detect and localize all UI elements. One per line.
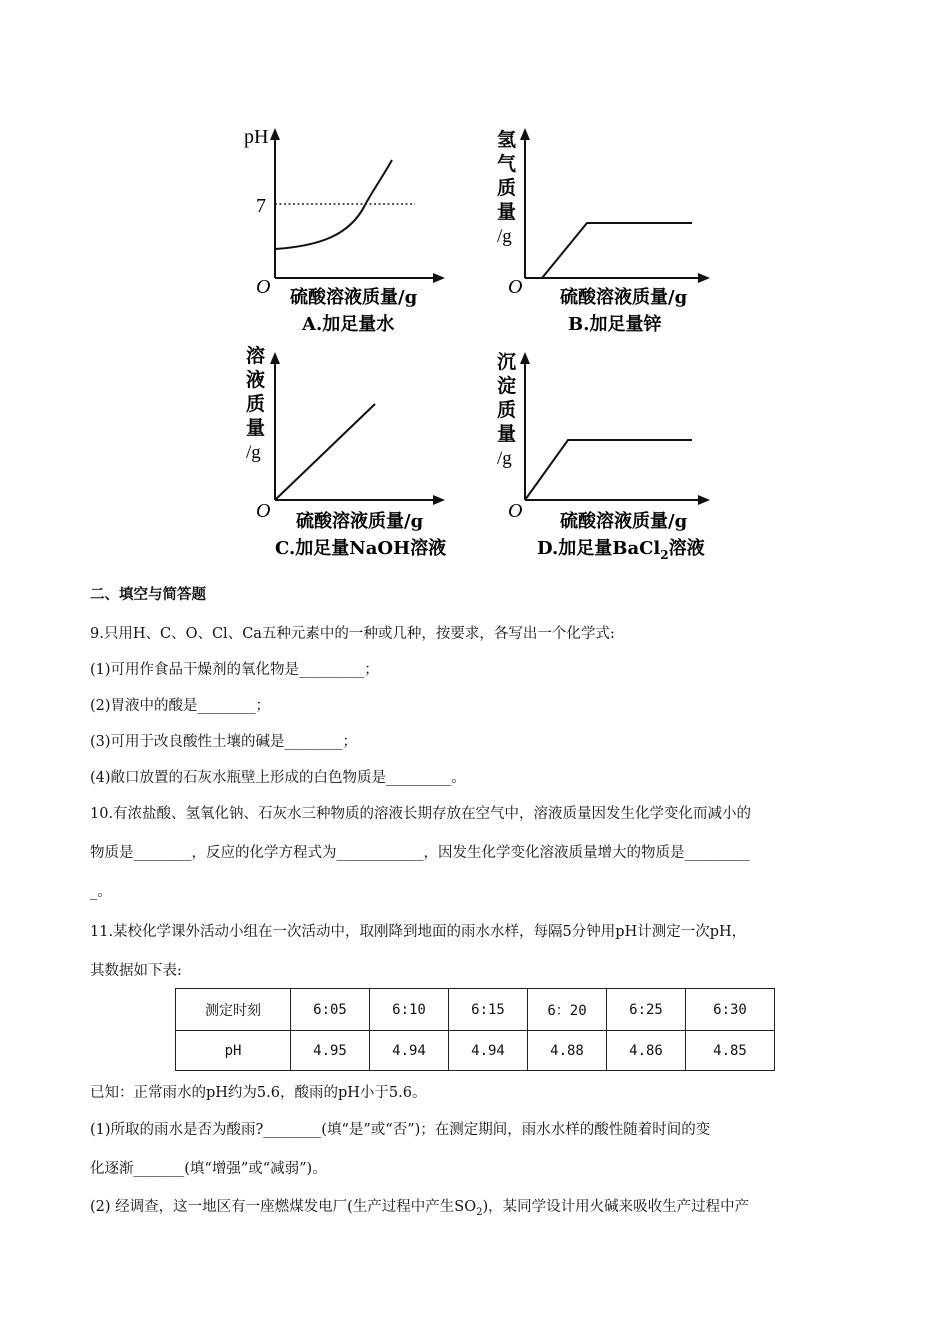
graph-d-caption-main: D.加足量BaCl <box>537 538 661 559</box>
q11-part2-post: )，某同学设计用火碱来吸收生产过程中产 <box>482 1199 750 1215</box>
graph-figures <box>0 0 950 575</box>
q11-part2-sub: 2 <box>476 1206 483 1218</box>
table-header-cell: 测定时刻 <box>176 989 291 1031</box>
graph-c-ylabel-2: 液 <box>246 369 266 391</box>
q11-known: 已知：正常雨水的pH约为5.6，酸雨的pH小于5.6。 <box>90 1085 427 1101</box>
graph-c-caption: C.加足量NaOH溶液 <box>275 538 447 559</box>
graph-b-ylabel-1: 氢 <box>497 129 517 151</box>
q9-stem: 9.只用H、C、O、Cl、Ca五种元素中的一种或几种，按要求，各写出一个化学式: <box>90 626 615 642</box>
graph-b-ylabel-unit: /g <box>497 226 512 247</box>
table-cell: 4.85 <box>686 1031 775 1071</box>
graph-a-caption: A.加足量水 <box>302 314 395 335</box>
graph-b-x-arrow <box>698 273 710 283</box>
graph-c-ylabel-1: 溶 <box>246 345 266 367</box>
graph-c-ylabel-unit: /g <box>246 442 261 463</box>
table-cell: 4.95 <box>291 1031 370 1071</box>
graph-d-y-arrow <box>520 352 530 364</box>
graph-c-xlabel: 硫酸溶液质量/g <box>296 511 424 532</box>
graph-d-caption-sub: 2 <box>660 548 669 562</box>
graph-b-origin: O <box>508 276 523 298</box>
graph-b-y-arrow <box>520 128 530 140</box>
q11-part2 <box>90 1195 749 1218</box>
table-header-cell: 6:30 <box>686 989 775 1031</box>
graph-d-origin: O <box>508 500 523 522</box>
graph-d-ylabel-3: 质 <box>497 399 517 421</box>
table-header-cell: 6:10 <box>370 989 449 1031</box>
q10-line3: _。 <box>90 884 112 900</box>
graph-a-origin: O <box>256 276 271 298</box>
graph-c-origin: O <box>256 500 271 522</box>
graph-c-x-arrow <box>433 495 445 505</box>
section-title: 二、填空与简答题 <box>90 587 206 603</box>
graph-d-xlabel: 硫酸溶液质量/g <box>560 511 688 532</box>
table-header-row <box>176 989 775 1031</box>
table-cell: 4.88 <box>528 1031 607 1071</box>
q10-line1: 10.有浓盐酸、氢氧化钠、石灰水三种物质的溶液长期存放在空气中，溶液质量因发生化学变化而减小的 <box>90 806 752 822</box>
q11-part1-line2: 化逐渐_______(填“增强”或“减弱”)。 <box>90 1161 327 1177</box>
graph-d <box>497 351 710 562</box>
graph-a-x-arrow <box>433 273 445 283</box>
table-row <box>176 1031 775 1071</box>
graph-d-caption <box>537 537 705 562</box>
graph-c-ylabel-3: 质 <box>246 393 266 415</box>
q11-line1: 11.某校化学课外活动小组在一次活动中，取刚降到地面的雨水水样，每隔5分钟用pH计测定一次pH， <box>90 924 747 940</box>
graph-b-line <box>542 223 692 278</box>
graph-c-y-arrow <box>270 352 280 364</box>
graph-d-x-arrow <box>698 495 710 505</box>
table-header-cell: 6:15 <box>449 989 528 1031</box>
q11-part2-pre: (2) 经调查，这一地区有一座燃煤发电厂(生产过程中产生SO <box>90 1199 477 1215</box>
graph-a <box>244 126 445 335</box>
q11-line2: 其数据如下表: <box>90 963 182 979</box>
graph-a-xlabel: 硫酸溶液质量/g <box>290 287 418 308</box>
graph-d-ylabel-2: 淀 <box>497 375 517 397</box>
graph-b-ylabel-4: 量 <box>497 201 517 223</box>
q9-part4: (4)敞口放置的石灰水瓶壁上形成的白色物质是_________。 <box>90 770 466 786</box>
graph-a-y-arrow <box>270 128 280 140</box>
graph-c-ylabel-4: 量 <box>246 417 266 439</box>
table-cell: pH <box>176 1031 291 1071</box>
graph-a-y-tick: 7 <box>256 195 266 217</box>
graph-b-xlabel: 硫酸溶液质量/g <box>560 287 688 308</box>
graph-b-caption: B.加足量锌 <box>568 314 662 335</box>
q11-part1-line1: (1)所取的雨水是否为酸雨?________(填“是”或“否”)；在测定期间，雨水水样的酸性随着时间的变 <box>90 1122 711 1138</box>
table-cell: 4.94 <box>370 1031 449 1071</box>
graph-b-ylabel-2: 气 <box>497 153 517 175</box>
table-header-cell: 6:05 <box>291 989 370 1031</box>
graph-c-line <box>275 404 375 500</box>
q9-part2: (2)胃液中的酸是________； <box>90 698 271 714</box>
q9-part1: (1)可用作食品干燥剂的氧化物是_________； <box>90 662 379 678</box>
table-header-cell: 6:25 <box>607 989 686 1031</box>
graph-a-ylabel: pH <box>244 126 269 148</box>
graph-b-ylabel-3: 质 <box>497 177 517 199</box>
table-cell: 4.86 <box>607 1031 686 1071</box>
graph-d-caption-tail: 溶液 <box>668 538 705 559</box>
q9-part3: (3)可用于改良酸性土壤的碱是________； <box>90 734 358 750</box>
ph-data-table <box>175 988 775 1071</box>
table-header-cell: 6：20 <box>528 989 607 1031</box>
q10-line2: 物质是________，反应的化学方程式为____________，因发生化学变化溶液质量增大的物质是_________ <box>90 845 750 861</box>
graph-d-ylabel-4: 量 <box>497 423 517 445</box>
graph-c <box>246 344 446 559</box>
table-cell: 4.94 <box>449 1031 528 1071</box>
graph-d-ylabel-unit: /g <box>497 448 512 469</box>
graph-d-ylabel-1: 沉 <box>497 351 517 373</box>
graph-b <box>497 128 710 335</box>
graph-d-line <box>525 440 692 500</box>
